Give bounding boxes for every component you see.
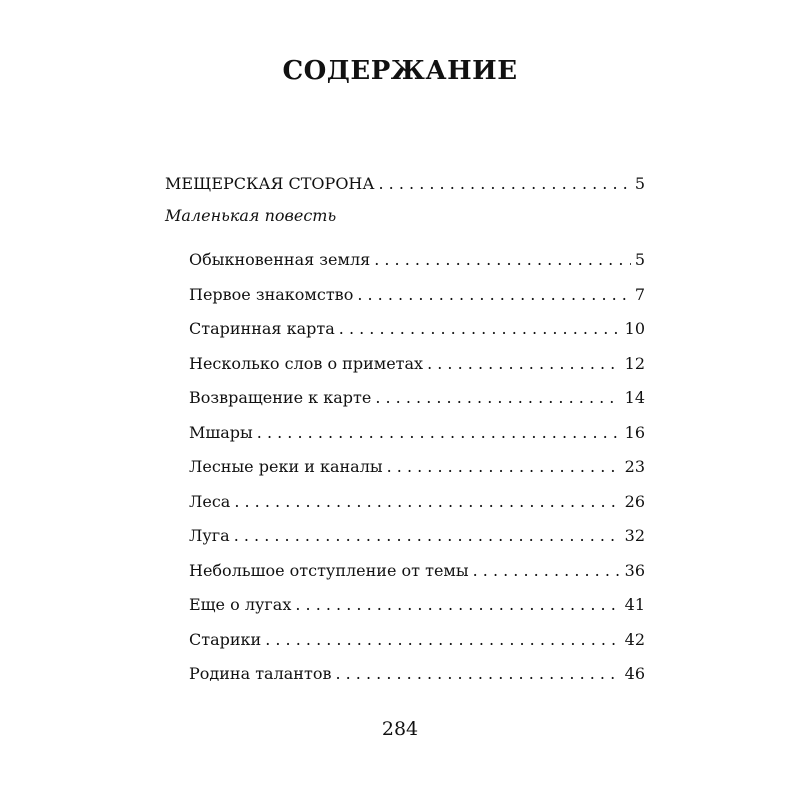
toc-entry-page: 7 <box>634 284 645 304</box>
toc-entry <box>165 285 645 320</box>
dot-leader <box>257 423 621 442</box>
toc-entry-page: 26 <box>624 491 645 511</box>
toc-entry-page: 42 <box>624 629 645 649</box>
dot-leader <box>335 664 620 683</box>
toc-entry-label: Луга <box>189 526 230 545</box>
dot-leader <box>387 457 621 476</box>
dot-leader <box>339 319 621 338</box>
toc-entry <box>165 457 645 492</box>
dot-leader <box>427 354 621 373</box>
toc-entry-page: 5 <box>634 174 645 193</box>
toc-entry <box>165 388 645 423</box>
toc-entry-page: 46 <box>624 664 645 683</box>
toc-entry <box>165 492 645 527</box>
toc-entry-page: 10 <box>624 319 645 338</box>
dot-leader <box>375 388 620 407</box>
toc-entry-label: Старики <box>189 629 262 649</box>
dot-leader <box>234 526 621 545</box>
toc-entry <box>165 423 645 458</box>
toc-entry-page: 23 <box>624 457 645 476</box>
toc-entry <box>165 664 645 699</box>
toc-entry-page: 41 <box>624 595 645 614</box>
toc-subtitle: Маленькая повесть <box>165 206 337 225</box>
toc-entry-label: МЕЩЕРСКАЯ СТОРОНА <box>165 174 375 193</box>
toc-entry-main <box>165 174 645 204</box>
toc-entry <box>165 561 645 596</box>
dot-leader <box>234 492 620 511</box>
dot-leader <box>374 250 631 269</box>
toc-entry-page: 16 <box>624 422 645 442</box>
toc-entry <box>165 319 645 354</box>
toc-entry-label: Леса <box>189 491 231 511</box>
toc-entry <box>165 526 645 561</box>
toc-entry-label: Несколько слов о приметах <box>189 353 424 373</box>
toc-entry-page: 36 <box>624 560 645 580</box>
dot-leader <box>379 174 631 193</box>
toc-entry <box>165 595 645 630</box>
page-number: 284 <box>381 718 419 740</box>
dot-leader <box>473 561 621 580</box>
toc-entry <box>165 250 645 285</box>
toc-entry <box>165 630 645 665</box>
toc-entry-label: Лесные реки и каналы <box>189 457 383 476</box>
toc-entry-label: Первое знакомство <box>189 284 354 304</box>
page-title: СОДЕРЖАНИЕ <box>282 56 518 86</box>
toc-entry-page: 14 <box>624 388 645 407</box>
toc-entry-label: Обыкновенная земля <box>189 250 371 269</box>
toc-entry-label: Еще о лугах <box>189 595 292 614</box>
toc-entry-label: Небольшое отступление от темы <box>189 560 469 580</box>
toc-entry-label: Старинная карта <box>189 319 335 338</box>
table-of-contents <box>165 174 645 699</box>
dot-leader <box>295 595 620 614</box>
toc-entry-page: 12 <box>624 353 645 373</box>
toc-entry-page: 32 <box>624 526 645 545</box>
dot-leader <box>265 630 620 649</box>
toc-entry-label: Возвращение к карте <box>189 388 372 407</box>
toc-entry <box>165 354 645 389</box>
dot-leader <box>357 285 630 304</box>
toc-entry-label: Мшары <box>189 422 253 442</box>
toc-entry-label: Родина талантов <box>189 664 332 683</box>
toc-entry-page: 5 <box>634 250 645 269</box>
